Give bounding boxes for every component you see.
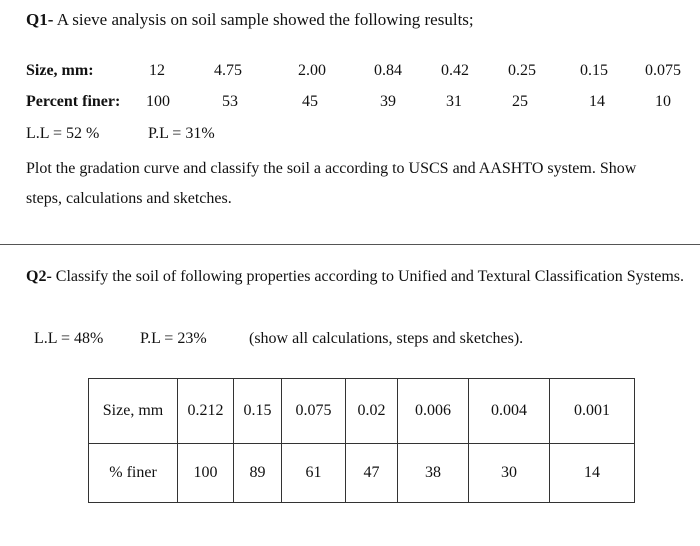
table-cell-finer: 38 — [398, 444, 469, 503]
q1-finer-value: 31 — [446, 93, 462, 110]
table-cell-size: 0.075 — [282, 379, 346, 444]
q1-size-value: 0.075 — [645, 62, 681, 79]
q1-finer-value: 53 — [222, 93, 238, 110]
table-header-size: Size, mm — [89, 379, 178, 444]
q1-size-value: 0.42 — [441, 62, 469, 79]
table-cell-size: 0.02 — [346, 379, 398, 444]
table-row-size — [89, 379, 635, 444]
q1-finer-value: 45 — [302, 93, 318, 110]
table-cell-finer: 100 — [178, 444, 234, 503]
q1-size-label: Size, mm: — [26, 62, 94, 79]
table-cell-finer: 61 — [282, 444, 346, 503]
q2-instruction-note: (show all calculations, steps and sketches). — [249, 330, 524, 347]
q2-label: Q2- — [26, 268, 52, 285]
table-row-finer — [89, 444, 635, 503]
q1-intro: A sieve analysis on soil sample showed the following results; — [53, 10, 474, 29]
q2-intro: Classify the soil of following properties according to Unified and Textural Classification Systems. — [51, 268, 685, 285]
table-cell-size: 0.001 — [550, 379, 635, 444]
q1-finer-value: 25 — [512, 93, 528, 110]
q1-size-value: 0.25 — [508, 62, 536, 79]
q1-finer-value: 14 — [589, 93, 605, 110]
q2-soil-properties-table — [88, 378, 635, 503]
q1-question-title — [26, 10, 474, 30]
q1-size-value: 0.84 — [374, 62, 402, 79]
table-cell-size: 0.212 — [178, 379, 234, 444]
q1-size-value: 0.15 — [580, 62, 608, 79]
section-divider — [0, 244, 700, 245]
q1-size-value: 4.75 — [214, 62, 242, 79]
q1-size-value: 12 — [149, 62, 165, 79]
table-cell-size: 0.004 — [469, 379, 550, 444]
q1-task-line-2: steps, calculations and sketches. — [26, 190, 232, 207]
q1-finer-value: 10 — [655, 93, 671, 110]
table-cell-finer: 47 — [346, 444, 398, 503]
table-header-finer: % finer — [89, 444, 178, 503]
q1-plastic-limit: P.L = 31% — [148, 125, 215, 142]
q1-liquid-limit: L.L = 52 % — [26, 125, 100, 142]
q1-finer-value: 100 — [146, 93, 170, 110]
table-cell-finer: 30 — [469, 444, 550, 503]
table-cell-size: 0.006 — [398, 379, 469, 444]
table-cell-finer: 14 — [550, 444, 635, 503]
q1-finer-label: Percent finer: — [26, 93, 121, 110]
table-cell-finer: 89 — [234, 444, 282, 503]
q1-task-line-1: Plot the gradation curve and classify the soil a according to USCS and AASHTO system. Show — [26, 160, 637, 177]
q1-finer-value: 39 — [380, 93, 396, 110]
q1-label: Q1- — [26, 10, 54, 29]
q1-size-value: 2.00 — [298, 62, 326, 79]
table-cell-size: 0.15 — [234, 379, 282, 444]
q2-question-title — [26, 266, 691, 288]
q2-liquid-limit: L.L = 48% — [34, 330, 104, 347]
q2-plastic-limit: P.L = 23% — [140, 330, 207, 347]
